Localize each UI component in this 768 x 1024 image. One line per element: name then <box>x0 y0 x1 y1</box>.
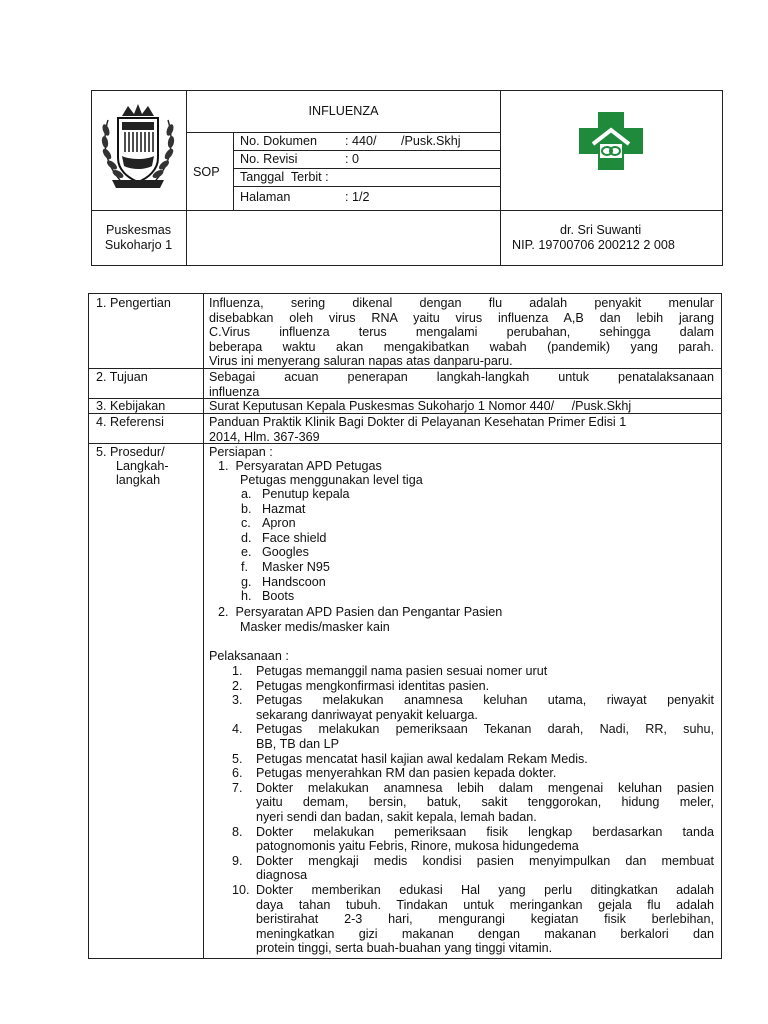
section-label-line: langkah <box>116 473 161 487</box>
section-label-line: Langkah- <box>116 459 169 473</box>
step-line: protein tinggi, serta buah-buahan yang tinggi vitamin. <box>256 941 553 956</box>
step-line: yaitu demam, bersin, batuk, sakit tenggorokan, hidung meler, <box>256 795 714 810</box>
step-line: Dokter melakukan anamnesa lebih dalam mengenai keluhan pasien <box>256 780 714 795</box>
step-line: nyeri sendi dan badan, sakit kepala, lemah badan. <box>256 809 537 824</box>
step-item <box>232 883 714 956</box>
apd-petugas-subtitle: Petugas menggunakan level tiga <box>240 473 423 487</box>
step-item <box>232 781 714 825</box>
step-text <box>256 766 714 781</box>
pelaksanaan-step-list <box>232 664 714 956</box>
pelaksanaan-heading: Pelaksanaan : <box>209 649 289 663</box>
item-marker: a. <box>241 487 252 501</box>
step-number: 5. <box>232 751 243 766</box>
section-body: Surat Keputusan Kepala Puskesmas Sukoharjo 1 Nomor 440/ /Pusk.Skhj <box>209 399 632 413</box>
apd-item-list <box>241 487 441 604</box>
puskesmas-cross-icon <box>573 106 649 176</box>
item-text: Handscoon <box>262 574 326 589</box>
document-title: INFLUENZA <box>308 104 379 118</box>
step-line: Petugas memanggil nama pasien sesuai nomer urut <box>256 664 548 678</box>
step-text <box>256 693 714 722</box>
org-name-line1: Puskesmas <box>105 223 172 237</box>
section-label: 1. Pengertian <box>96 296 171 310</box>
step-line: Dokter memberikan edukasi Hal yang perlu ditingkatkan adalah <box>256 882 714 897</box>
section-label: 2. Tujuan <box>96 370 148 384</box>
step-line: daya tahan tubuh. Tindakan untuk meringankan gejala flu adalah <box>256 897 714 912</box>
coat-of-arms-icon <box>98 100 178 190</box>
step-item <box>232 854 714 883</box>
step-line: diagnosa <box>256 868 308 883</box>
section-body <box>209 415 719 444</box>
step-line: patognomonis yaitu Febris, Rinore, mukosa hidungedema <box>256 839 579 854</box>
step-number: 9. <box>232 853 243 868</box>
persiapan-heading: Persiapan : <box>209 445 273 459</box>
item-marker: b. <box>241 501 252 516</box>
item-marker: c. <box>241 516 251 531</box>
meta-label: No. Revisi <box>240 152 298 166</box>
meta-value: : 1/2 <box>345 190 370 204</box>
item-marker: e. <box>241 545 252 560</box>
list-item <box>241 487 441 502</box>
list-item <box>241 516 441 531</box>
step-number: 8. <box>232 824 243 839</box>
section-body <box>209 296 714 369</box>
body-line: beberapa waktu akan mengakibatkan wabah (pandemik) yang parah. <box>209 339 714 354</box>
list-item <box>241 531 441 546</box>
item-text: Apron <box>262 516 296 531</box>
section-label-line: 5. Prosedur/ <box>96 445 165 459</box>
signer-nip: NIP. 19700706 200212 2 008 <box>512 238 675 252</box>
item-marker: f. <box>241 559 248 574</box>
body-line: disebabkan oleh virus RNA yaitu virus influenza A,B dan lebih jarang <box>209 310 714 325</box>
step-line: Petugas menyerahkan RM dan pasien kepada dokter. <box>256 766 557 781</box>
apd-pasien-subtitle: Masker medis/masker kain <box>240 620 390 634</box>
sop-label: SOP <box>193 165 220 179</box>
meta-value: : 0 <box>345 152 360 166</box>
step-item <box>232 664 714 679</box>
step-line: beristirahat 2-3 hari, mengurangi kegiatan fisik berlebihan, <box>256 912 714 927</box>
step-text <box>256 752 714 767</box>
body-line: Virus ini menyerang saluran napas atas danparu-paru. <box>209 354 513 369</box>
body-line: 2014, Hlm. 367-369 <box>209 429 320 444</box>
step-number: 6. <box>232 766 243 781</box>
step-line: Petugas melakukan anamnesa keluhan utama, riwayat penyakit <box>256 693 714 708</box>
step-item <box>232 693 714 722</box>
step-text <box>256 679 714 694</box>
section-label: 3. Kebijakan <box>96 399 166 413</box>
step-text <box>256 722 714 751</box>
step-line: sekarang danriwayat penyakit keluarga. <box>256 707 478 722</box>
item-marker: d. <box>241 530 252 545</box>
step-item <box>232 722 714 751</box>
body-line: C.Virus influenza terus mengalami perubahan, sehingga dalam <box>209 325 714 340</box>
item-text: Hazmat <box>262 501 306 516</box>
body-line: Panduan Praktik Klinik Bagi Dokter di Pelayanan Kesehatan Primer Edisi 1 <box>209 415 627 429</box>
step-item <box>232 766 714 781</box>
step-number: 7. <box>232 780 243 795</box>
item-text: Googles <box>262 545 309 560</box>
step-number: 1. <box>232 664 243 678</box>
body-line: Influenza, sering dikenal dengan flu adalah penyakit menular <box>209 296 714 310</box>
meta-label: No. Dokumen <box>240 134 317 148</box>
step-number: 10. <box>232 882 250 897</box>
step-line: Dokter melakukan pemeriksaan fisik lengkap berdasarkan tanda <box>256 824 714 839</box>
step-line: Petugas mengkonfirmasi identitas pasien. <box>256 678 490 693</box>
list-item <box>241 589 441 604</box>
item-text: Masker N95 <box>262 559 330 574</box>
item-marker: h. <box>241 589 252 604</box>
step-text <box>256 854 714 883</box>
step-text <box>256 825 714 854</box>
step-item <box>232 752 714 767</box>
list-item <box>241 545 441 560</box>
body-line: Sebagai acuan penerapan langkah-langkah untuk penatalaksanaan <box>209 370 714 384</box>
body-line: influenza <box>209 384 260 399</box>
section-label: 4. Referensi <box>96 415 164 429</box>
list-item <box>241 575 441 590</box>
step-text <box>256 883 714 956</box>
step-text <box>256 781 714 825</box>
step-text <box>256 664 714 679</box>
meta-value: : 440/ /Pusk.Skhj <box>345 134 461 148</box>
meta-label: Halaman <box>240 190 291 204</box>
step-number: 2. <box>232 678 243 693</box>
org-name-line2: Sukoharjo 1 <box>104 238 173 252</box>
step-number: 4. <box>232 722 243 737</box>
step-line: BB, TB dan LP <box>256 736 340 751</box>
apd-pasien-title: 2. Persyaratan APD Pasien dan Pengantar Pasien <box>218 605 503 619</box>
item-text: Penutup kepala <box>262 487 350 501</box>
list-item <box>241 560 441 575</box>
step-line: Petugas melakukan pemeriksaan Tekanan darah, Nadi, RR, suhu, <box>256 722 714 737</box>
list-item <box>241 502 441 517</box>
item-text: Boots <box>262 589 295 604</box>
meta-label: Tanggal Terbit : <box>240 170 329 184</box>
regency-coat-of-arms-logo <box>98 100 178 190</box>
item-text: Face shield <box>262 530 327 545</box>
step-line: Dokter mengkaji medis kondisi pasien menyimpulkan dan membuat <box>256 853 714 868</box>
section-body <box>209 370 714 399</box>
step-item <box>232 679 714 694</box>
apd-petugas-title: 1. Persyaratan APD Petugas <box>218 459 382 473</box>
step-number: 3. <box>232 693 243 708</box>
signer-name: dr. Sri Suwanti <box>560 223 642 237</box>
step-item <box>232 825 714 854</box>
step-line: meningkatkan gizi makanan dengan makanan berkalori dan <box>256 926 714 941</box>
step-line: Petugas mencatat hasil kajian awal kedalam Rekam Medis. <box>256 751 588 766</box>
item-marker: g. <box>241 574 252 589</box>
puskesmas-logo <box>573 106 649 176</box>
